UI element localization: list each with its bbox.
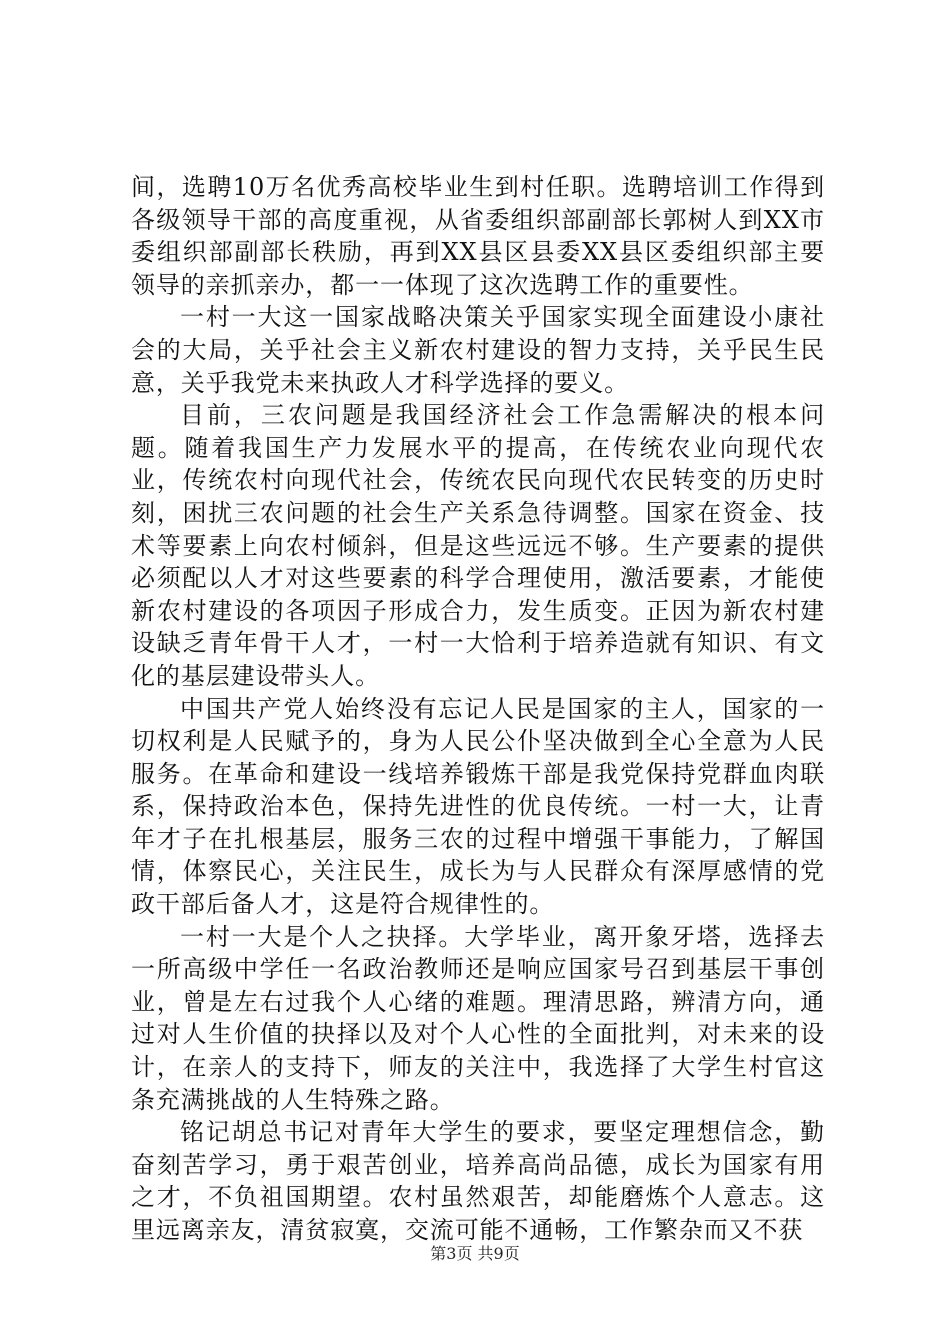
paragraph-1: 间，选聘10万名优秀高校毕业生到村任职。选聘培训工作得到各级领导干部的高度重视，从省委组织部副部长郭树人到XX市委组织部副部长秩励，再到XX县区县委XX县区委组织部主要领导的亲抓亲办，都一一体现了这次选聘工作的重要性。 [131, 173, 825, 299]
paragraph-3: 目前，三农问题是我国经济社会工作急需解决的根本问题。随着我国生产力发展水平的提高，在传统农业向现代农业，传统农村向现代社会，传统农民向现代农民转变的历史时刻，困扰三农问题的社会生产关系急待调整。国家在资金、技术等要素上向农村倾斜，但是这些远远不够。生产要素的提供必须配以人才对这些要素的科学合理使用，激活要素，才能使新农村建设的各项因子形成合力，发生质变。正因为新农村建设缺乏青年骨干人才，一村一大恰利于培养造就有知识、有文化的基层建设带头人。 [131, 401, 825, 690]
paragraph-5: 一村一大是个人之抉择。大学毕业，离开象牙塔，选择去一所高级中学任一名政治教师还是响应国家号召到基层干事创业，曾是左右过我个人心绪的难题。理清思路，辨清方向，通过对人生价值的抉择以及对个人心性的全面批判，对未来的设计，在亲人的支持下，师友的关注中，我选择了大学生村官这条充满挑战的人生特殊之路。 [131, 922, 825, 1114]
paragraph-6: 铭记胡总书记对青年大学生的要求，要坚定理想信念，勤奋刻苦学习，勇于艰苦创业，培养高尚品德，成长为国家有用之才，不负祖国期望。农村虽然艰苦，却能磨炼个人意志。这里远离亲友，清贫寂寞，交流可能不通畅，工作繁杂而又不获 [131, 1118, 825, 1244]
paragraph-2: 一村一大这一国家战略决策关乎国家实现全面建设小康社会的大局，关乎社会主义新农村建设的智力支持，关乎民生民意，关乎我党未来执政人才科学选择的要义。 [131, 303, 825, 397]
paragraph-4: 中国共产党人始终没有忘记人民是国家的主人，国家的一切权利是人民赋予的，身为人民公仆坚决做到全心全意为人民服务。在革命和建设一线培养锻炼干部是我党保持党群血肉联系，保持政治本色，保持先进性的优良传统。一村一大，让青年才子在扎根基层，服务三农的过程中增强干事能力，了解国情，体察民心，关注民生，成长为与人民群众有深厚感情的党政干部后备人才，这是符合规律性的。 [131, 694, 825, 919]
document-body [131, 171, 825, 1247]
page-number-footer: 第3页 共9页 [430, 1244, 520, 1263]
